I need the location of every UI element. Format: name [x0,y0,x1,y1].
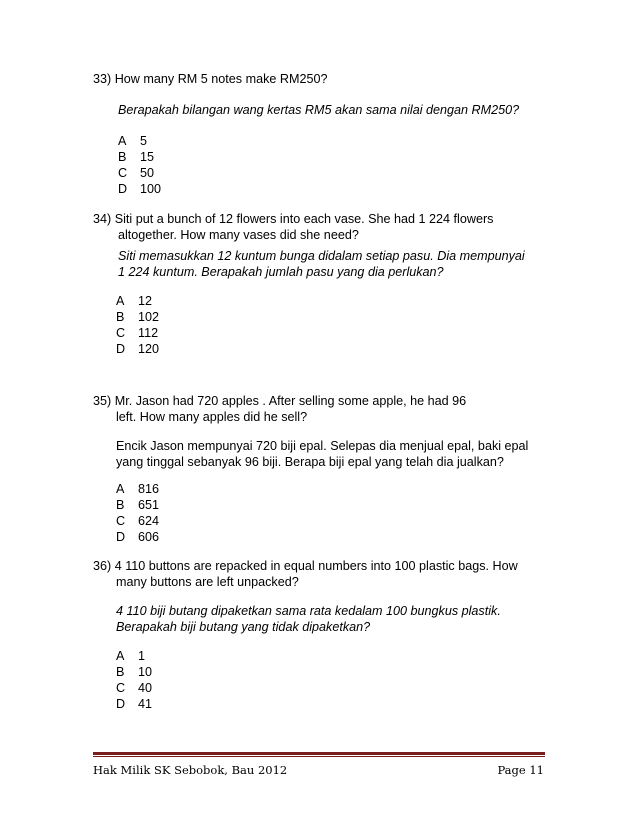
question-36-option-b: B 10 [116,665,153,679]
question-36-malay-line-1: 4 110 biji butang dipaketkan sama rata kedalam 100 bungkus plastik. [116,604,501,618]
footer-rule-thick [93,752,545,755]
question-33-english-line-1: 33) How many RM 5 notes make RM250? [93,72,328,86]
question-36-option-a: A 1 [116,649,146,663]
question-36-english-line-2: many buttons are left unpacked? [116,575,299,589]
question-35-option-d: D 606 [116,530,160,544]
question-33-option-b: B 15 [118,150,155,164]
question-33-malay-line-1: Berapakah bilangan wang kertas RM5 akan sama nilai dengan RM250? [118,103,520,117]
question-36-option-c: C 40 [116,681,153,695]
question-33-option-a: A 5 [118,134,148,148]
question-35-option-c: C 624 [116,514,160,528]
question-35-malay-line-1: Encik Jason mempunyai 720 biji epal. Selepas dia menjual epal, baki epal [116,439,529,453]
question-34-english-line-1: 34) Siti put a bunch of 12 flowers into each vase. She had 1 224 flowers [93,212,494,226]
question-35-option-a: A 816 [116,482,160,496]
question-34-option-a: A 12 [116,294,153,308]
question-36-option-d: D 41 [116,697,153,711]
question-34-malay-line-1: Siti memasukkan 12 kuntum bunga didalam setiap pasu. Dia mempunyai [118,249,525,263]
question-34-english-line-2: altogether. How many vases did she need? [118,228,359,242]
question-33-option-c: C 50 [118,166,155,180]
question-35-english-line-2: left. How many apples did he sell? [116,410,308,424]
question-34-option-b: B 102 [116,310,160,324]
page-number: Page 11 [497,763,544,777]
question-35-malay-line-2: yang tinggal sebanyak 96 biji. Berapa biji epal yang telah dia jualkan? [116,455,504,469]
question-35-option-b: B 651 [116,498,160,512]
footer-rule-thin [93,756,545,757]
question-34-malay-line-2: 1 224 kuntum. Berapakah jumlah pasu yang dia perlukan? [118,265,444,279]
question-34-option-c: C 112 [116,326,159,340]
footer-copyright: Hak Milik SK Sebobok, Bau 2012 [93,763,288,777]
question-33-option-d: D 100 [118,182,162,196]
question-34-option-d: D 120 [116,342,160,356]
question-36-malay-line-2: Berapakah biji butang yang tidak dipaketkan? [116,620,371,634]
question-36-english-line-1: 36) 4 110 buttons are repacked in equal numbers into 100 plastic bags. How [93,559,518,573]
question-35-english-line-1: 35) Mr. Jason had 720 apples . After selling some apple, he had 96 [93,394,467,408]
